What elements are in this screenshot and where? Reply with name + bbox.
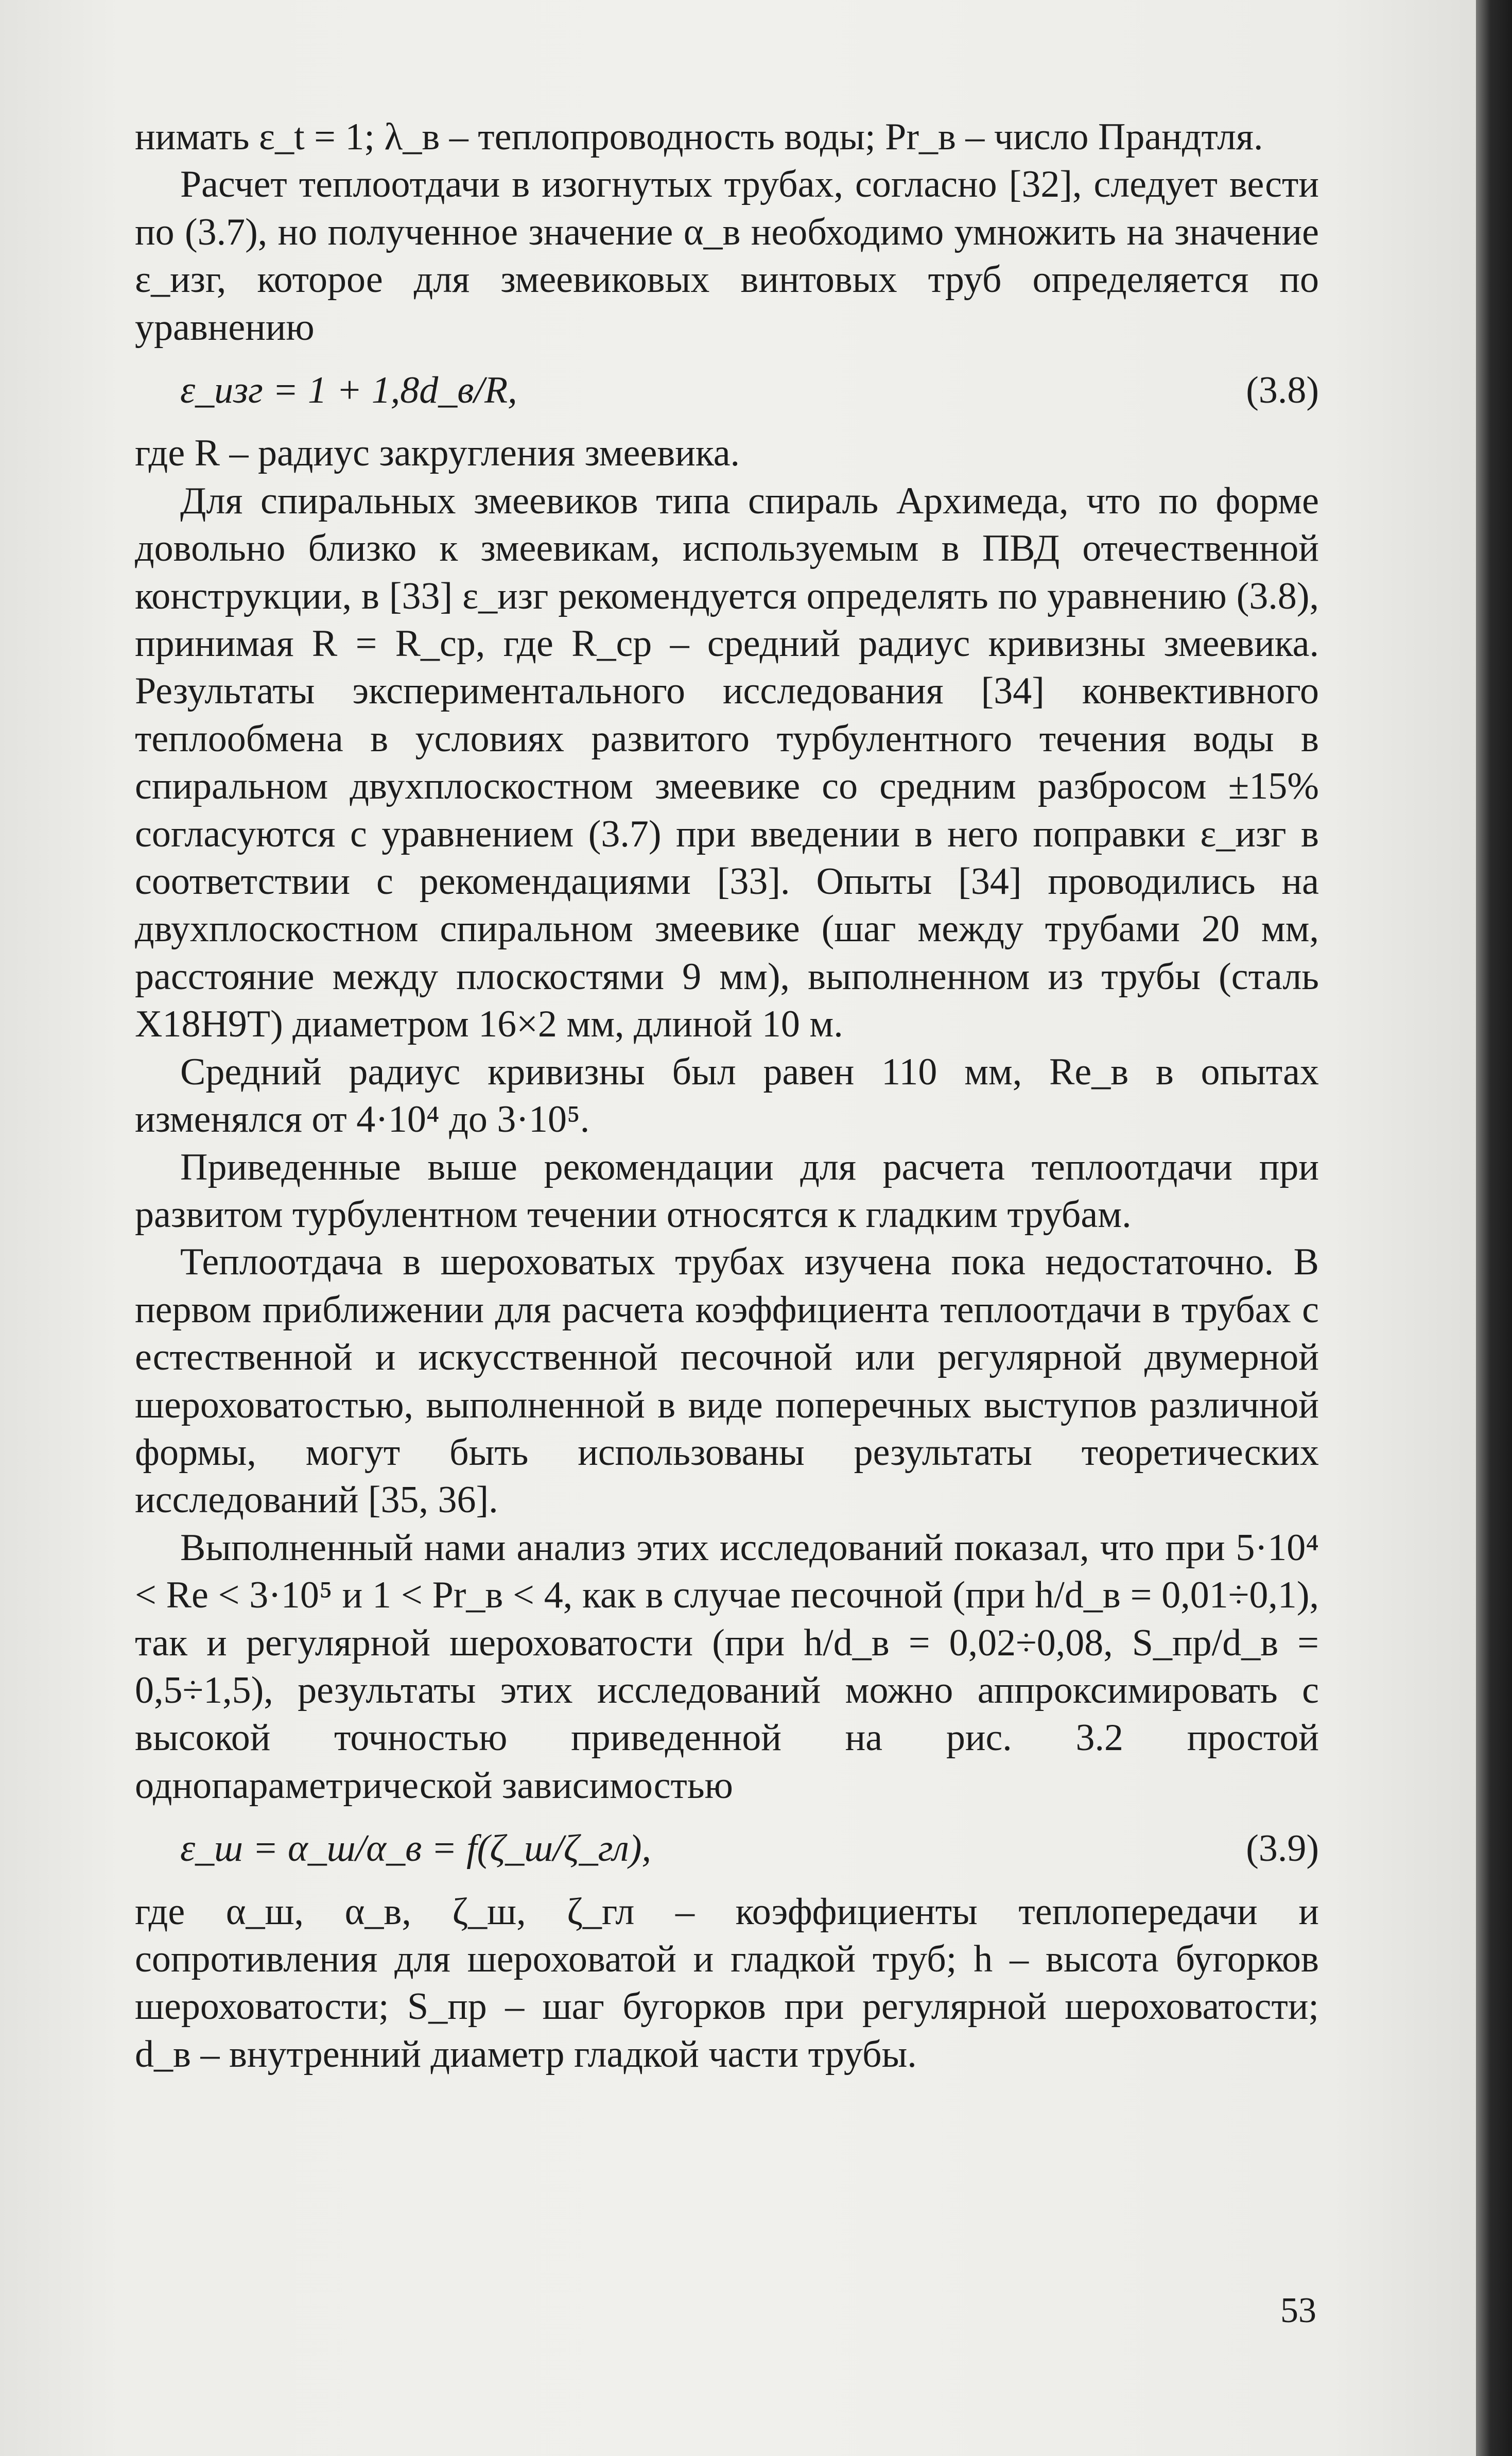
paragraph-2: Расчет теплоотдачи в изогнутых трубах, согласно [32], следует вести по (3.7), но полученное значение α_в необходимо умножить на значение ε_изг, которое для змеевиковых винтовых труб определяется по уравнению — [135, 163, 1319, 349]
equation-3-8 — [135, 367, 1319, 414]
paragraph-9: где α_ш, α_в, ζ_ш, ζ_гл – коэффициенты теплопередачи и сопротивления для шероховатой и гладкой труб; h – высота бугорков шероховатости; S_пр – шаг бугорков при регулярной шероховатости; d_в – внутренний диаметр гладкой части трубы. — [135, 1890, 1319, 2076]
page-number: 53 — [1280, 2291, 1316, 2330]
equation-formula: ε_изг = 1 + 1,8d_в/R, — [180, 369, 517, 412]
paragraph-1: нимать ε_t = 1; λ_в – теплопроводность воды; Pr_в – число Прандтля. — [135, 116, 1263, 158]
paragraph-4: Для спиральных змеевиков типа спираль Архимеда, что по форме довольно близко к змеевикам, используемым в ПВД отечественной конструкции, в [33] ε_изг рекомендуется определять по уравнению (3.8), принимая R = R_ср, где R_ср – средний радиус кривизны змеевика. Результаты экспериментального исследования [34] конвективного теплообмена в условиях развитого турбулентного течения воды в спиральном двухплоскостном змеевике со средним разбросом ±15% согласуются с уравнением (3.7) при введении в него поправки ε_изг в соответствии с рекомендациями [33]. Опыты [34] проводились на двухплоскостном спиральном змеевике (шаг между трубами 20 мм, расстояние между плоскостями 9 мм), выполненном из трубы (сталь Х18Н9Т) диаметром 16×2 мм, длиной 10 м. — [135, 479, 1319, 1046]
equation-3-9 — [135, 1825, 1319, 1872]
equation-formula: ε_ш = α_ш/α_в = f(ζ_ш/ζ_гл), — [180, 1827, 651, 1870]
equation-number: (3.8) — [1246, 369, 1319, 412]
paragraph-5: Средний радиус кривизны был равен 110 мм, Re_в в опытах изменялся от 4·10⁴ до 3·10⁵. — [135, 1050, 1319, 1141]
paragraph-3: где R – радиус закругления змеевика. — [135, 432, 740, 475]
body-text — [135, 113, 1319, 2078]
page-edge-shadow — [1476, 0, 1512, 2456]
paragraph-7: Теплоотдача в шероховатых трубах изучена пока недостаточно. В первом приближении для расчета коэффициента теплоотдачи в трубах с естественной и искусственной песочной или регулярной двумерной шероховатостью, выполненной в виде поперечных выступов различной формы, могут быть использованы результаты теоретических исследований [35, 36]. — [135, 1241, 1319, 1521]
paragraph-8: Выполненный нами анализ этих исследований показал, что при 5·10⁴ < Re < 3·10⁵ и 1 < Pr_в < 4, как в случае песочной (при h/d_в = 0,01÷0,1), так и регулярной шероховатости (при h/d_в = 0,02÷0,08, S_пр/d_в = 0,5÷1,5), результаты этих исследований можно аппроксимировать с высокой точностью приведенной на рис. 3.2 простой однопараметрической зависимостью — [135, 1526, 1319, 1807]
equation-number: (3.9) — [1246, 1827, 1319, 1870]
paragraph-6: Приведенные выше рекомендации для расчета теплоотдачи при развитом турбулентном течении относятся к гладким трубам. — [135, 1146, 1319, 1236]
